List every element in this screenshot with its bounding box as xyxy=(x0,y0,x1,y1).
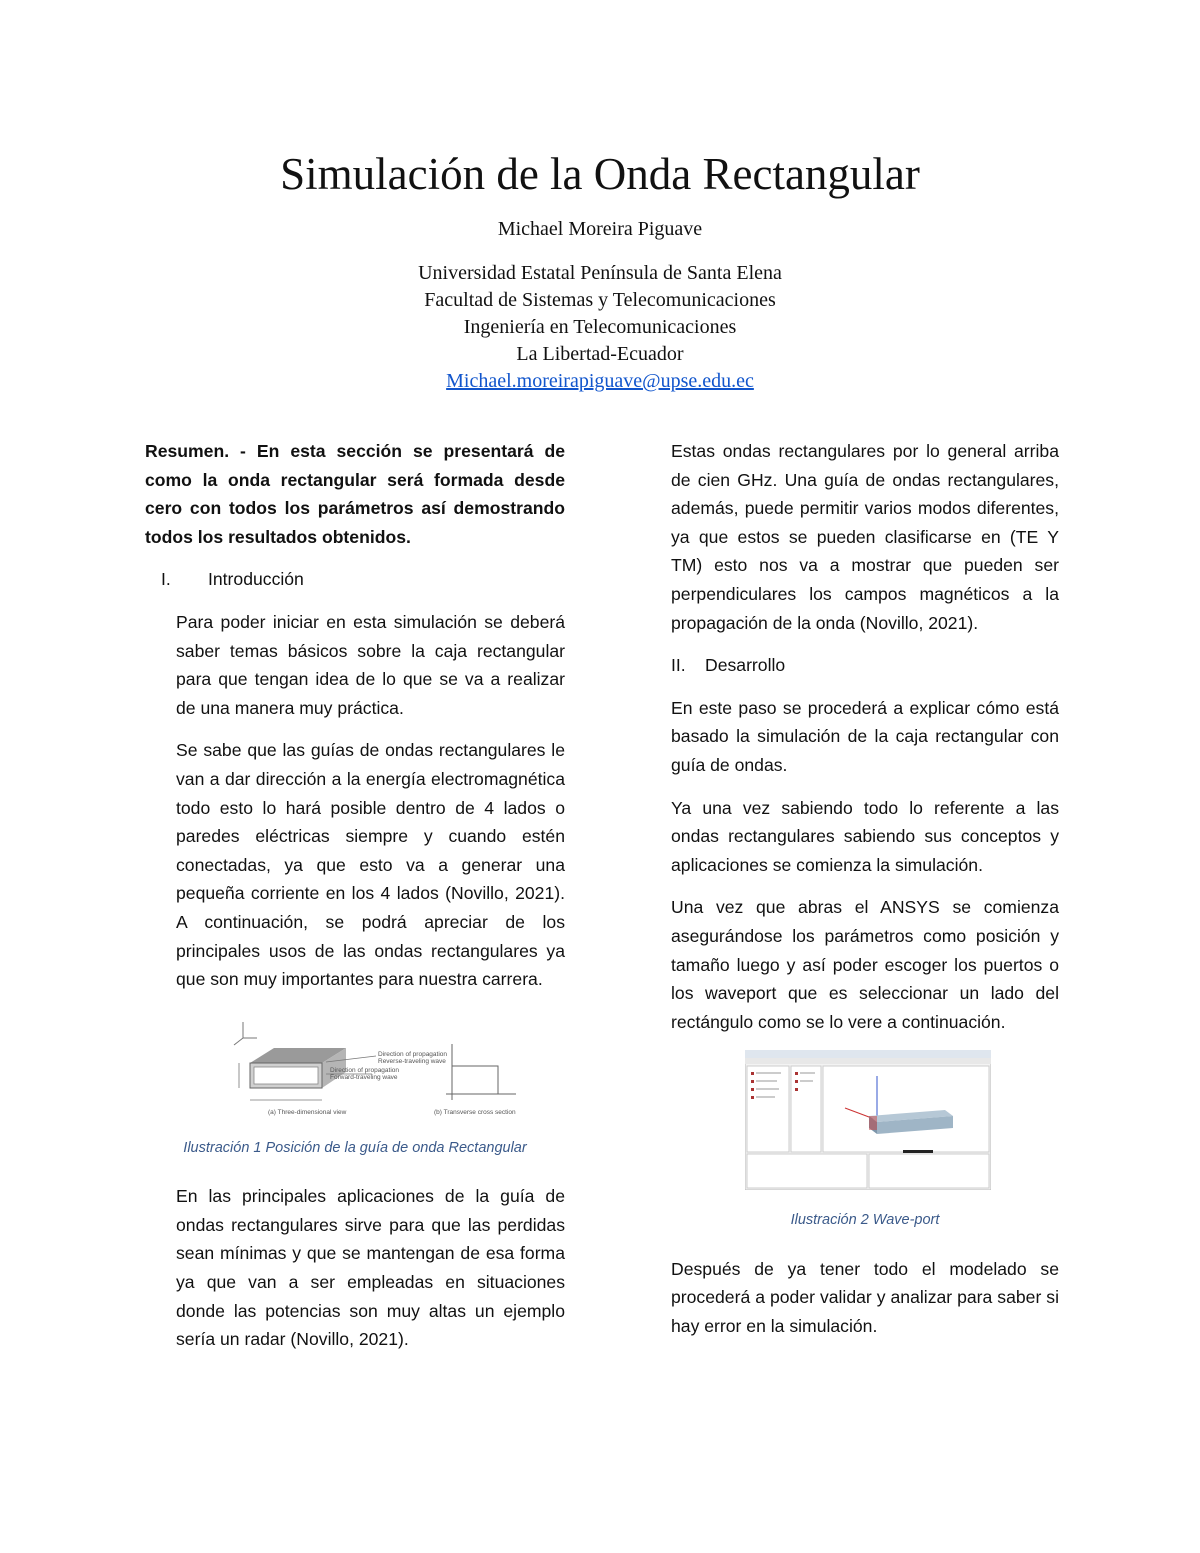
abstract: Resumen. - En esta sección se presentará de como la onda rectangular será formada desde cero con todos los parámetros así demostrando todos los resultados obtenidos. xyxy=(145,441,565,547)
paragraph: Para poder iniciar en esta simulación se deberá saber temas básicos sobre la caja rectangular para que tengan idea de lo que se va a realizar de una manera muy práctica. xyxy=(176,611,565,718)
author-name: Michael Moreira Piguave xyxy=(497,218,703,240)
section-title: Introducción xyxy=(208,569,304,590)
waveguide-illustration xyxy=(176,1008,565,1118)
section-title: Desarrollo xyxy=(705,655,786,676)
paragraph: En las principales aplicaciones de la guía de ondas rectangulares sirve para que las perdidas sean mínimas y que se mantengan de esa forma ya que van a ser empleadas en situaciones donde las potencias son muy altas un ejemplo sería un radar (Novillo, 2021). xyxy=(176,1186,565,1350)
label-forward-wave: Forward-traveling wave xyxy=(330,1073,398,1081)
section-heading-introduccion xyxy=(145,565,565,594)
right-column xyxy=(671,437,1059,1355)
paragraph: En este paso se procederá a explicar cómo está basado la simulación de la caja rectangular con guía de ondas. xyxy=(671,697,1059,775)
paragraph: Ya una vez sabiendo todo lo referente a las ondas rectangulares sabiendo sus conceptos y aplicaciones se comienza la simulación. xyxy=(671,797,1059,875)
affiliation-faculty: Facultad de Sistemas y Telecomunicaciones xyxy=(424,289,776,311)
figure-2-caption: Ilustración 2 Wave-port xyxy=(790,1212,940,1229)
label-subfigure-b: (b) Transverse cross section xyxy=(434,1108,516,1116)
affiliation-university: Universidad Estatal Península de Santa Elena xyxy=(418,262,782,284)
paper-title: Simulación de la Onda Rectangular xyxy=(280,149,920,199)
figure-1-caption: Ilustración 1 Posición de la guía de onda Rectangular xyxy=(183,1139,527,1156)
affiliation-program: Ingeniería en Telecomunicaciones xyxy=(463,316,737,338)
paragraph: Estas ondas rectangulares por lo general arriba de cien GHz. Una guía de ondas rectangulares, además, puede permitir varios modos diferentes, ya que estos se pueden clasificarse en (TE Y TM) esto nos va a mostrar que pueden ser perpendiculares los campos magnéticos a la propagación de la onda (Novillo, 2021). xyxy=(671,441,1059,633)
affiliation-block xyxy=(0,260,1200,395)
section-heading-desarrollo xyxy=(671,651,1059,680)
label-subfigure-a: (a) Three-dimensional view xyxy=(268,1108,347,1116)
section-number: II. xyxy=(671,655,686,676)
paragraph: Una vez que abras el ANSYS se comienza asegurándose los parámetros como posición y tamaño luego y así poder escoger los puertos o los waveport que es seleccionar un lado del rectángulo como se lo vere a continuación. xyxy=(671,897,1059,1032)
label-direction-propagation-2: Direction of propagation xyxy=(330,1066,400,1074)
label-reverse-wave: Reverse-traveling wave xyxy=(378,1057,446,1065)
paragraph: Se sabe que las guías de ondas rectangulares le van a dar dirección a la energía electromagnética todo esto lo hará posible dentro de 4 lados o paredes eléctricas siempre y cuando estén conectadas, ya que esto va a generar una pequeña corriente en los 4 lados (Novillo, 2021). A continuación, se podrá apreciar de los principales usos de las ondas rectangulares ya que son muy importantes para nuestra carrera. xyxy=(176,740,565,990)
figure-2-ansys-screenshot xyxy=(745,1050,991,1190)
left-column xyxy=(145,437,565,1368)
label-direction-propagation: Direction of propagation xyxy=(378,1050,448,1058)
paragraph: Después de ya tener todo el modelado se procederá a poder validar y analizar para saber si hay error en la simulación. xyxy=(671,1258,1059,1337)
ansys-screenshot-image xyxy=(745,1050,991,1190)
figure-1-waveguide-diagram xyxy=(176,1008,565,1118)
section-number: I. xyxy=(161,569,171,590)
affiliation-location: La Libertad-Ecuador xyxy=(516,343,684,365)
author-email-link[interactable]: Michael.moreirapiguave@upse.edu.ec xyxy=(446,370,754,392)
